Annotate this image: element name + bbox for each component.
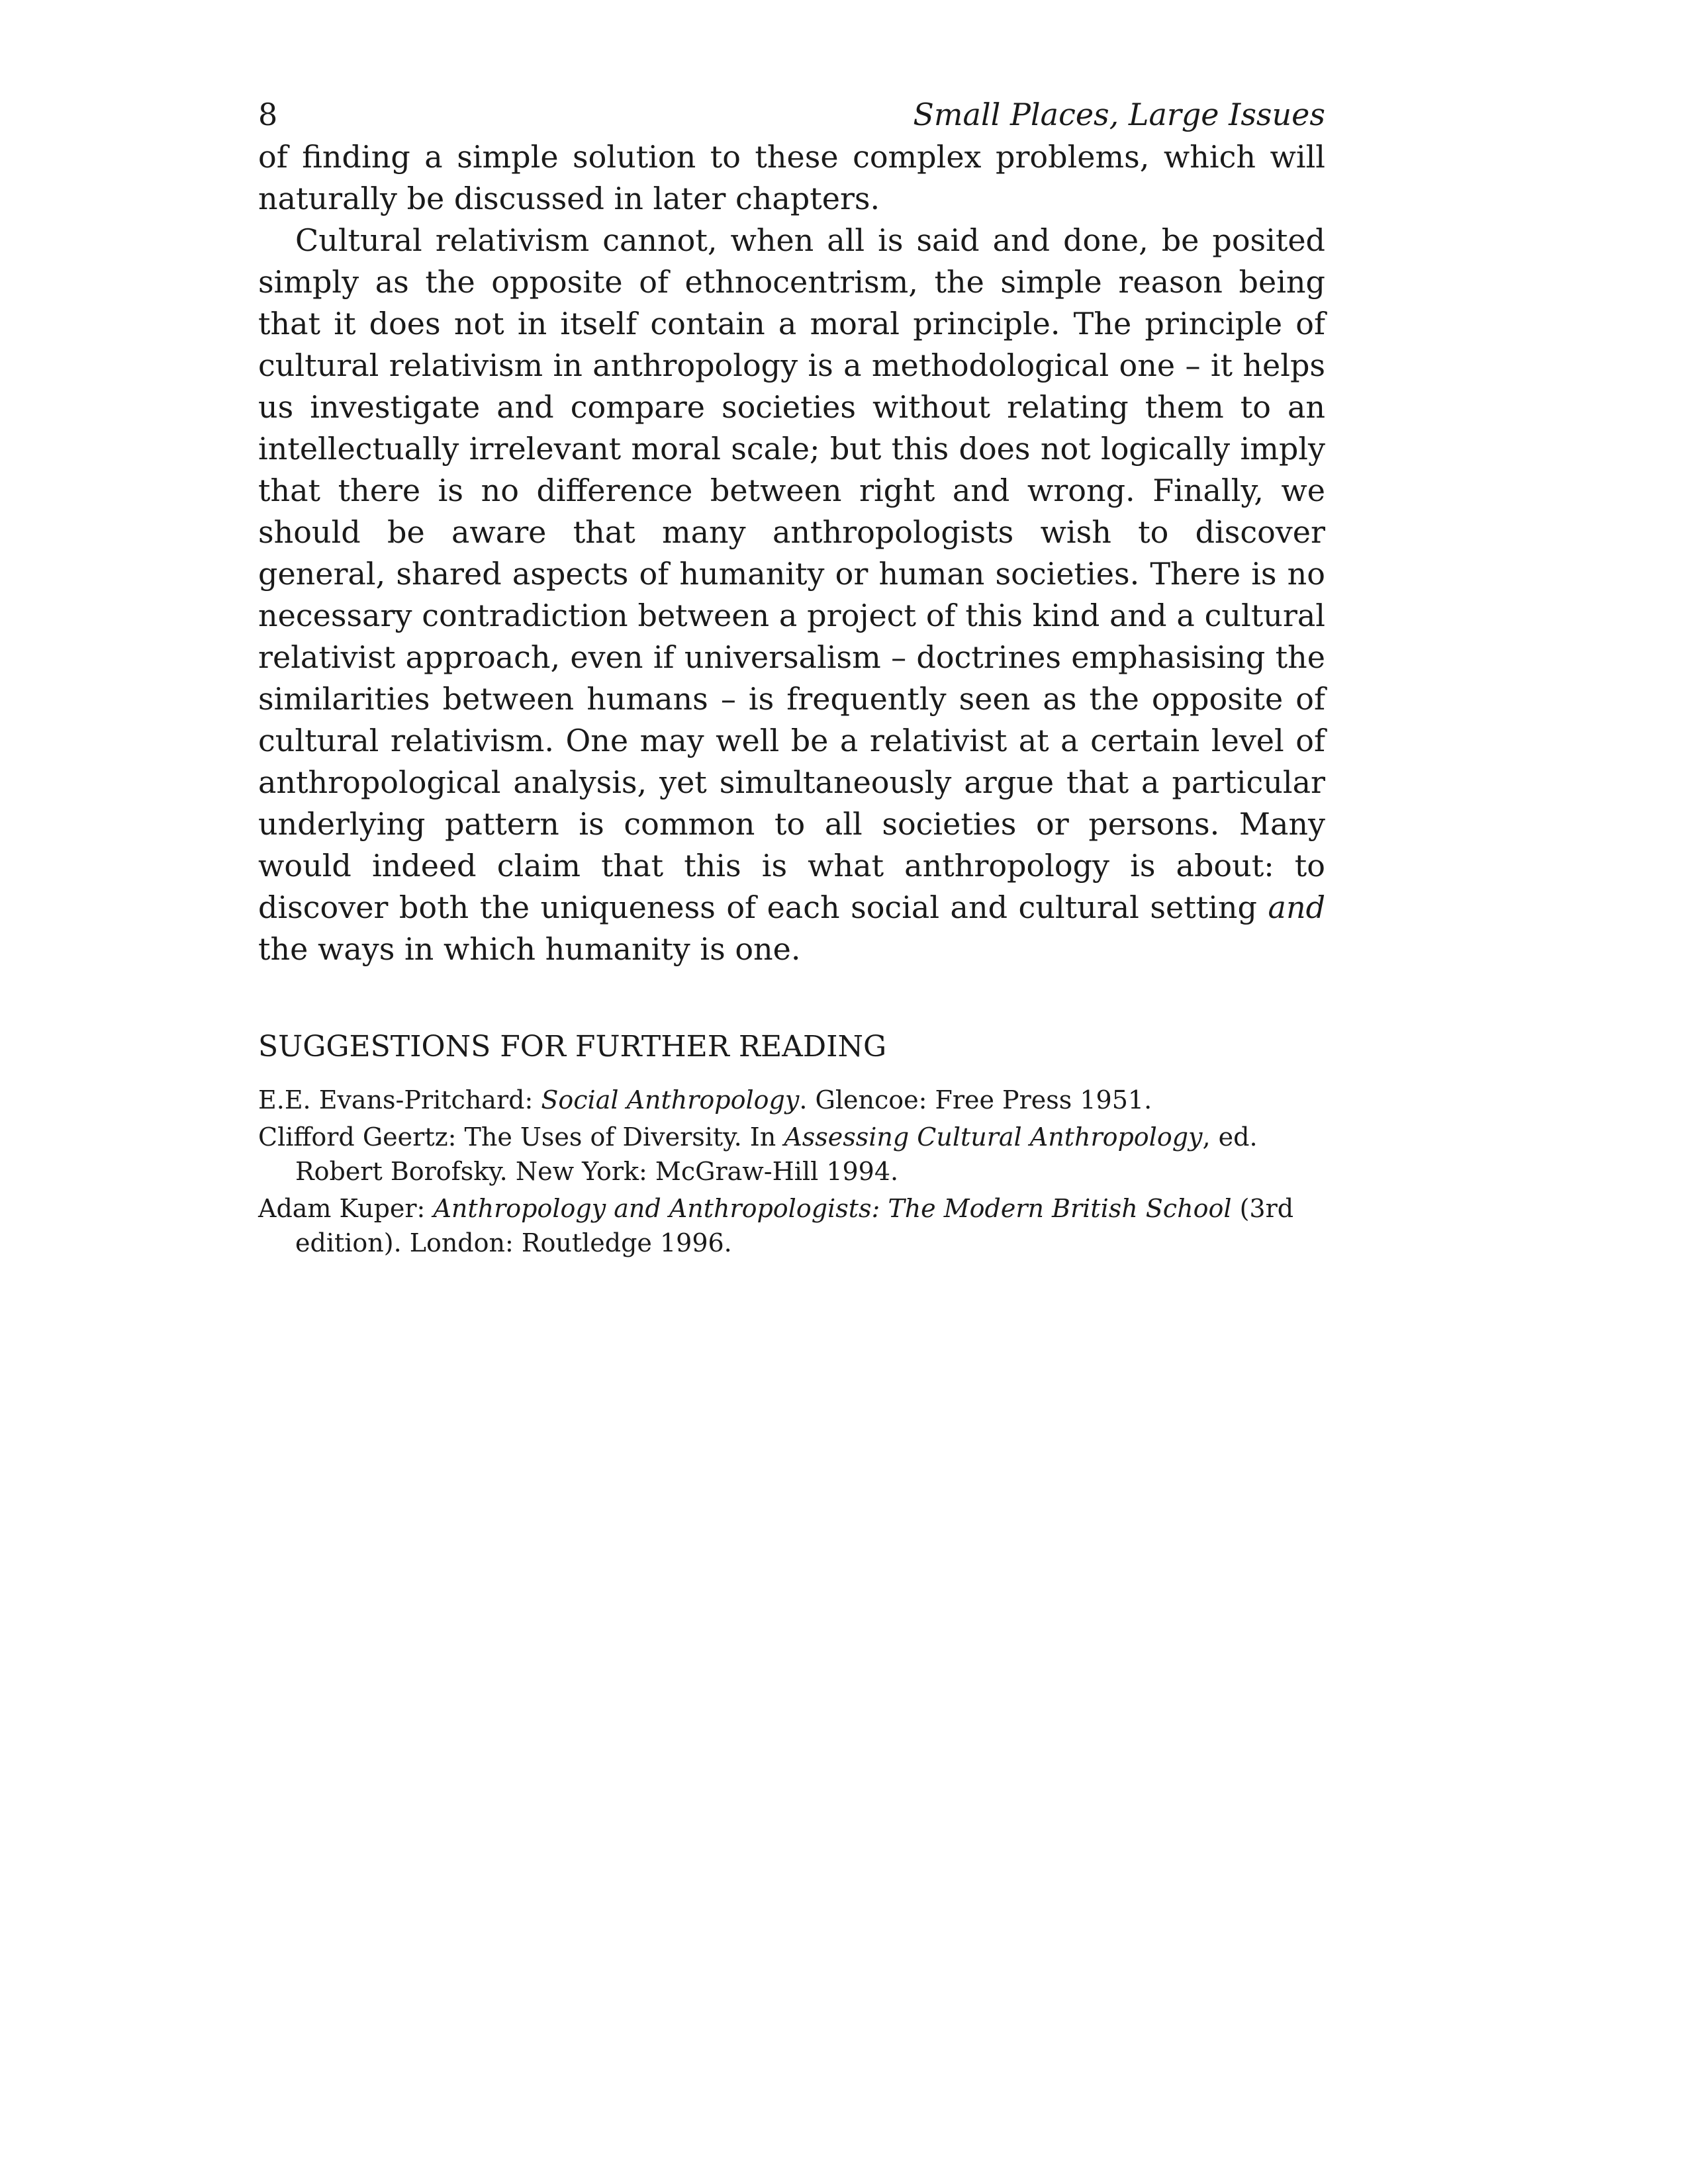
reference-item (258, 1083, 1325, 1117)
body-text (258, 136, 1325, 970)
paragraph-2-emphasis: and (1268, 889, 1326, 925)
page-number: 8 (258, 97, 278, 132)
paragraph-1: of finding a simple solution to these complex problems, which will naturally be discussed in later chapters. (258, 139, 1325, 216)
reference-title: Social Anthropology (541, 1085, 800, 1115)
book-page (258, 93, 1325, 1263)
reference-publication: . Glencoe: Free Press 1951. (799, 1085, 1152, 1115)
reading-list (258, 1083, 1325, 1260)
running-head (258, 93, 1325, 136)
reference-author: Clifford Geertz: The Uses of Diversity. In (258, 1122, 784, 1152)
reference-item (258, 1120, 1325, 1189)
reference-author: E.E. Evans-Pritchard: (258, 1085, 541, 1115)
reference-title: Assessing Cultural Anthropology (784, 1122, 1203, 1152)
reference-item (258, 1191, 1325, 1260)
paragraph-2-text-b: the ways in which humanity is one. (258, 931, 801, 967)
reference-publication: , ed. Robert Borofsky. New York: McGraw-Hill 1994. (295, 1122, 1258, 1186)
paragraph-2-text-a: Cultural relativism cannot, when all is said and done, be posited simply as the opposite of ethnocentrism, the simple reason being that it does not in itself contain a moral principle. The principle of cultural relativism in anthropology is a methodological one – it helps us investigate and compare societies without relating them to an intellectually irrelevant moral scale; but this does not logically imply that there is no difference between right and wrong. Finally, we should be aware that many anthropologists wish to discover general, shared aspects of humanity or human societies. There is no necessary contradiction between a project of this kind and a cultural relativist approach, even if universalism – doctrines emphasising the similarities between humans – is frequently seen as the opposite of cultural relativism. One may well be a relativist at a certain level of anthropological analysis, yet simultaneously argue that a particular underlying pattern is common to all societies or persons. Many would indeed claim that this is what anthropology is about: to discover both the uniqueness of each social and cultural setting (258, 222, 1325, 925)
paragraph-2 (258, 220, 1325, 970)
book-title: Small Places, Large Issues (913, 97, 1325, 132)
reference-author: Adam Kuper: (258, 1194, 434, 1223)
further-reading-heading: SUGGESTIONS FOR FURTHER READING (258, 1030, 887, 1064)
reference-title: Anthropology and Anthropologists: The Modern British School (433, 1194, 1232, 1223)
reference-publication: (3rd edition). London: Routledge 1996. (295, 1194, 1294, 1257)
